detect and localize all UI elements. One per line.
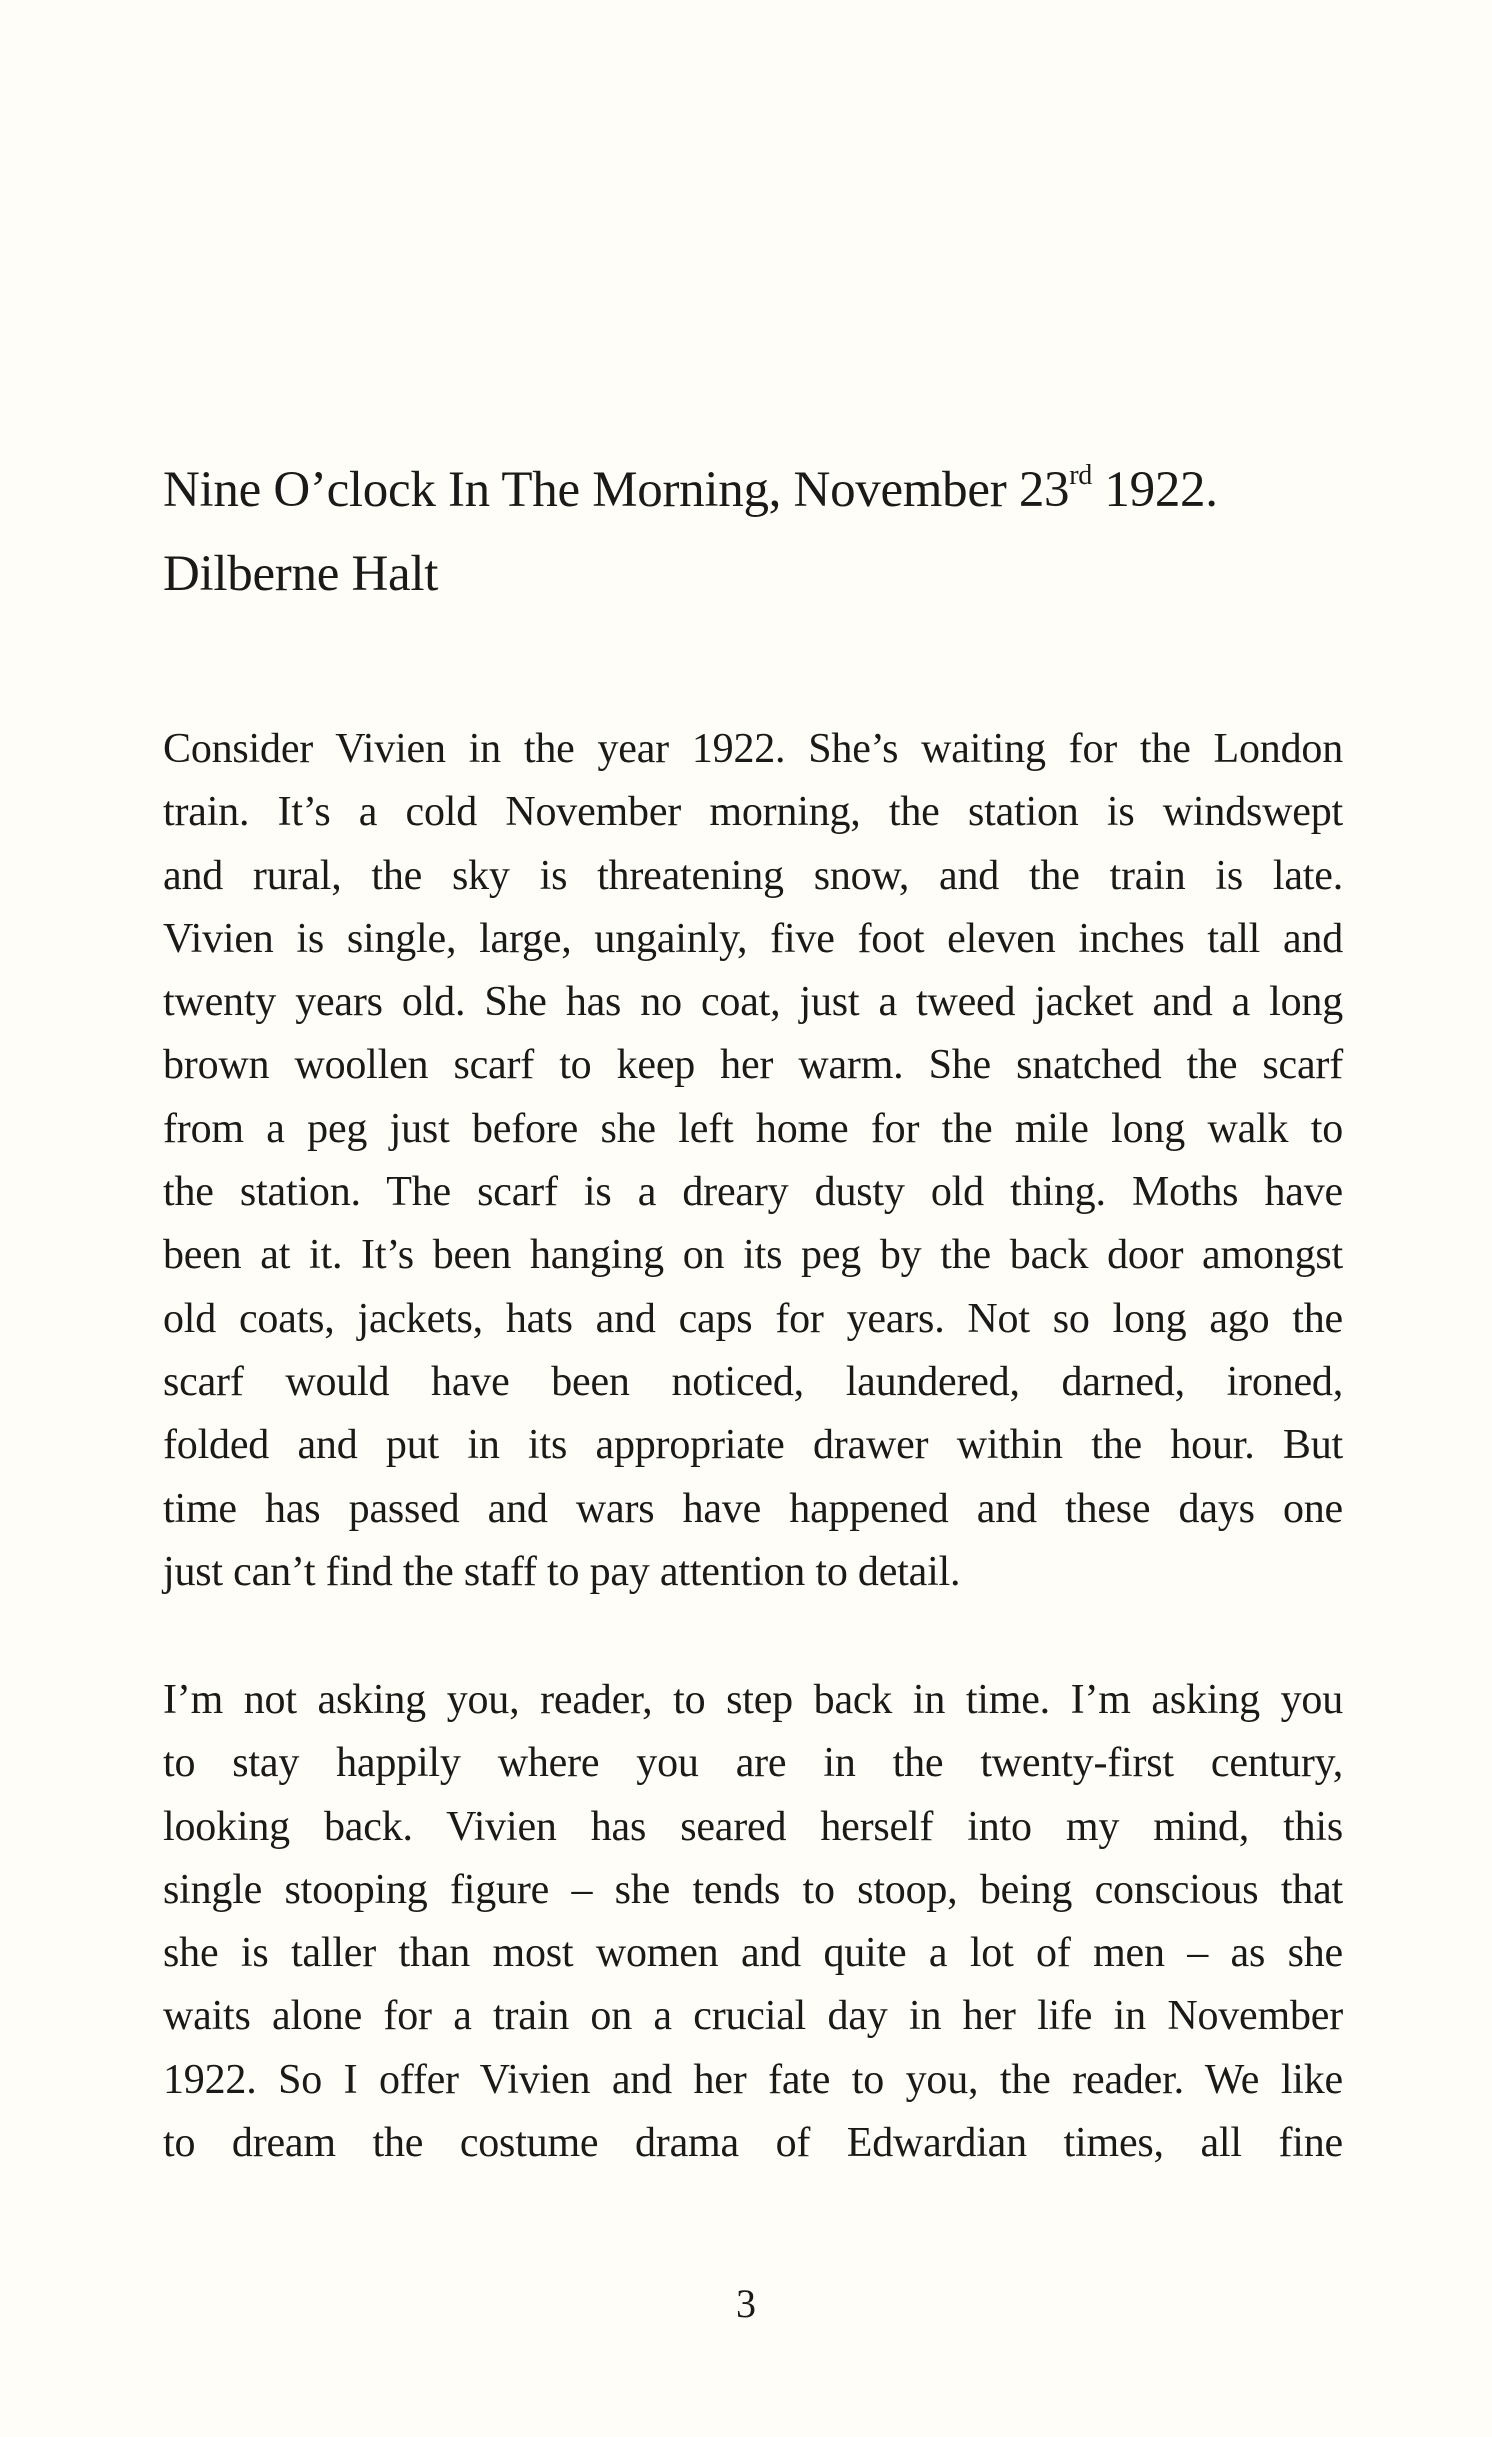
paragraph-line: waits alone for a train on a crucial day in her life in November	[163, 1993, 1343, 2040]
paragraph-line: been at it. It’s been hanging on its peg by the back door amongst	[163, 1232, 1343, 1279]
paragraph-line: scarf would have been noticed, laundered, darned, ironed,	[163, 1358, 1343, 1405]
heading-date-text: Nine O’clock In The Morning, November 23	[163, 462, 1070, 518]
heading-date-suffix: rd	[1069, 460, 1092, 491]
paragraph-line: she is taller than most women and quite a lot of men – as she	[163, 1930, 1343, 1977]
paragraph-line: old coats, jackets, hats and caps for years. Not so long ago the	[163, 1295, 1343, 1342]
paragraph-line: folded and put in its appropriate drawer within the hour. But	[163, 1422, 1343, 1469]
paragraph-line: train. It’s a cold November morning, the station is windswept	[163, 789, 1343, 836]
paragraph-line: twenty years old. She has no coat, just a tweed jacket and a long	[163, 979, 1343, 1026]
paragraph-line: 1922. So I offer Vivien and her fate to you, the reader. We like	[163, 2056, 1343, 2103]
chapter-heading	[163, 448, 1363, 616]
paragraph-1	[163, 718, 1343, 1604]
paragraph-line: Consider Vivien in the year 1922. She’s waiting for the London	[163, 726, 1343, 772]
paragraph-2	[163, 1669, 1343, 2175]
paragraph-line: looking back. Vivien has seared herself into my mind, this	[163, 1803, 1343, 1850]
paragraph-line: Vivien is single, large, ungainly, five foot eleven inches tall and	[163, 915, 1343, 962]
paragraph-line: brown woollen scarf to keep her warm. She snatched the scarf	[163, 1042, 1343, 1089]
paragraph-line: to dream the costume drama of Edwardian times, all fine	[163, 2120, 1343, 2167]
paragraph-line: and rural, the sky is threatening snow, and the train is late.	[163, 852, 1343, 899]
paragraph-line: just can’t find the staff to pay attention to detail.	[163, 1548, 961, 1595]
heading-year-text: 1922.	[1091, 462, 1218, 518]
paragraph-line: to stay happily where you are in the twenty-first century,	[163, 1740, 1343, 1787]
paragraph-line: the station. The scarf is a dreary dusty old thing. Moths have	[163, 1169, 1343, 1216]
chapter-heading-line-1	[163, 448, 1363, 532]
page-number: 3	[736, 2281, 756, 2326]
paragraph-line: from a peg just before she left home for the mile long walk to	[163, 1105, 1343, 1152]
chapter-heading-line-2: Dilberne Halt	[163, 546, 439, 602]
paragraph-line: single stooping figure – she tends to stoop, being conscious that	[163, 1866, 1343, 1913]
paragraph-line: time has passed and wars have happened and these days one	[163, 1485, 1343, 1532]
paragraph-line: I’m not asking you, reader, to step back in time. I’m asking you	[163, 1677, 1343, 1723]
